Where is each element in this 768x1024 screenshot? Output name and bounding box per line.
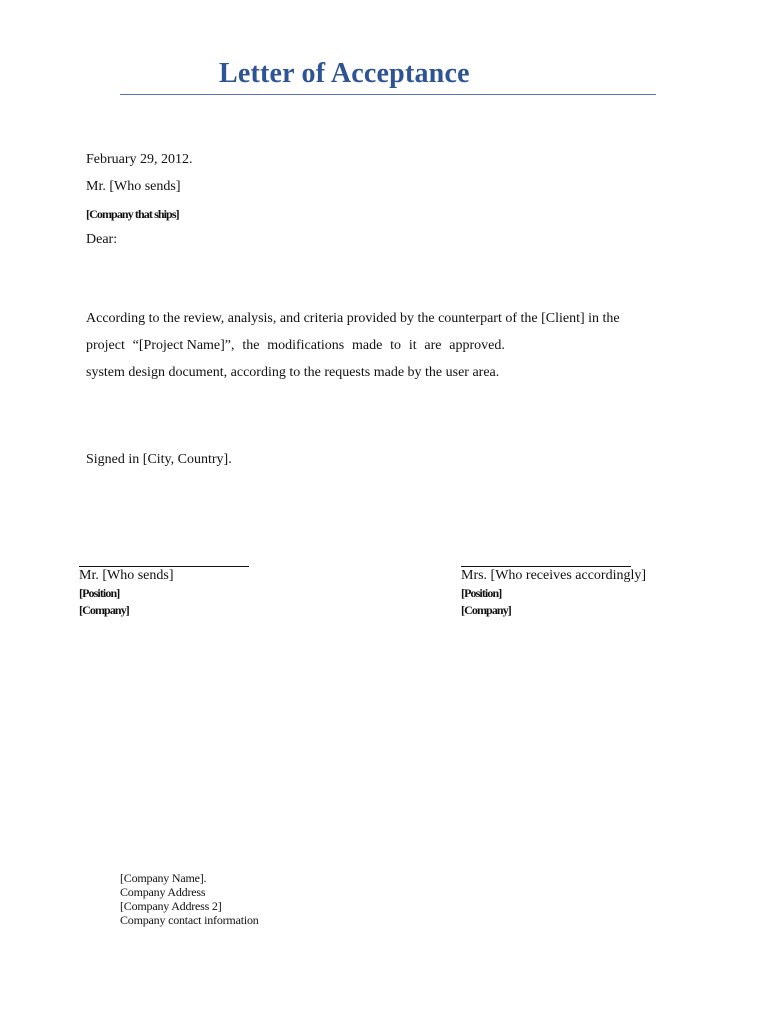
title-underline	[120, 94, 656, 95]
recipient-company: [Company that ships]	[86, 207, 179, 221]
signature-line-right	[461, 566, 631, 567]
body-word: approved.	[449, 338, 505, 353]
signed-in: Signed in [City, Country].	[86, 452, 232, 467]
letter-date: February 29, 2012.	[86, 152, 193, 167]
signature-name-left: Mr. [Who sends]	[79, 568, 174, 583]
body-word: to	[390, 338, 402, 353]
body-word: modifications	[267, 338, 345, 353]
footer-address-2: [Company Address 2]	[120, 899, 222, 913]
page-title: Letter of Acceptance	[219, 58, 470, 89]
body-word: are	[424, 338, 442, 353]
salutation: Dear:	[86, 232, 118, 247]
body-word: the	[242, 338, 260, 353]
signature-position-left: [Position]	[79, 586, 120, 600]
body-line-3: system design document, according to the requests made by the user area.	[86, 365, 500, 380]
signature-position-right: [Position]	[461, 586, 502, 600]
body-word: it	[408, 338, 417, 353]
signature-company-left: [Company]	[79, 603, 129, 617]
footer-company-name: [Company Name].	[120, 871, 207, 885]
signature-name-right: Mrs. [Who receives accordingly]	[461, 568, 647, 583]
footer-address: Company Address	[120, 885, 206, 899]
body-line-2	[86, 338, 505, 354]
body-word: made	[352, 338, 383, 353]
signature-company-right: [Company]	[461, 603, 511, 617]
body-line-1: According to the review, analysis, and criteria provided by the counterpart of the [Client] in the	[86, 311, 620, 326]
body-word: “[Project Name]”,	[132, 338, 235, 353]
signature-line-left	[79, 566, 249, 567]
footer-contact: Company contact information	[120, 913, 259, 927]
body-word: project	[86, 338, 125, 353]
recipient-name: Mr. [Who sends]	[86, 179, 181, 194]
